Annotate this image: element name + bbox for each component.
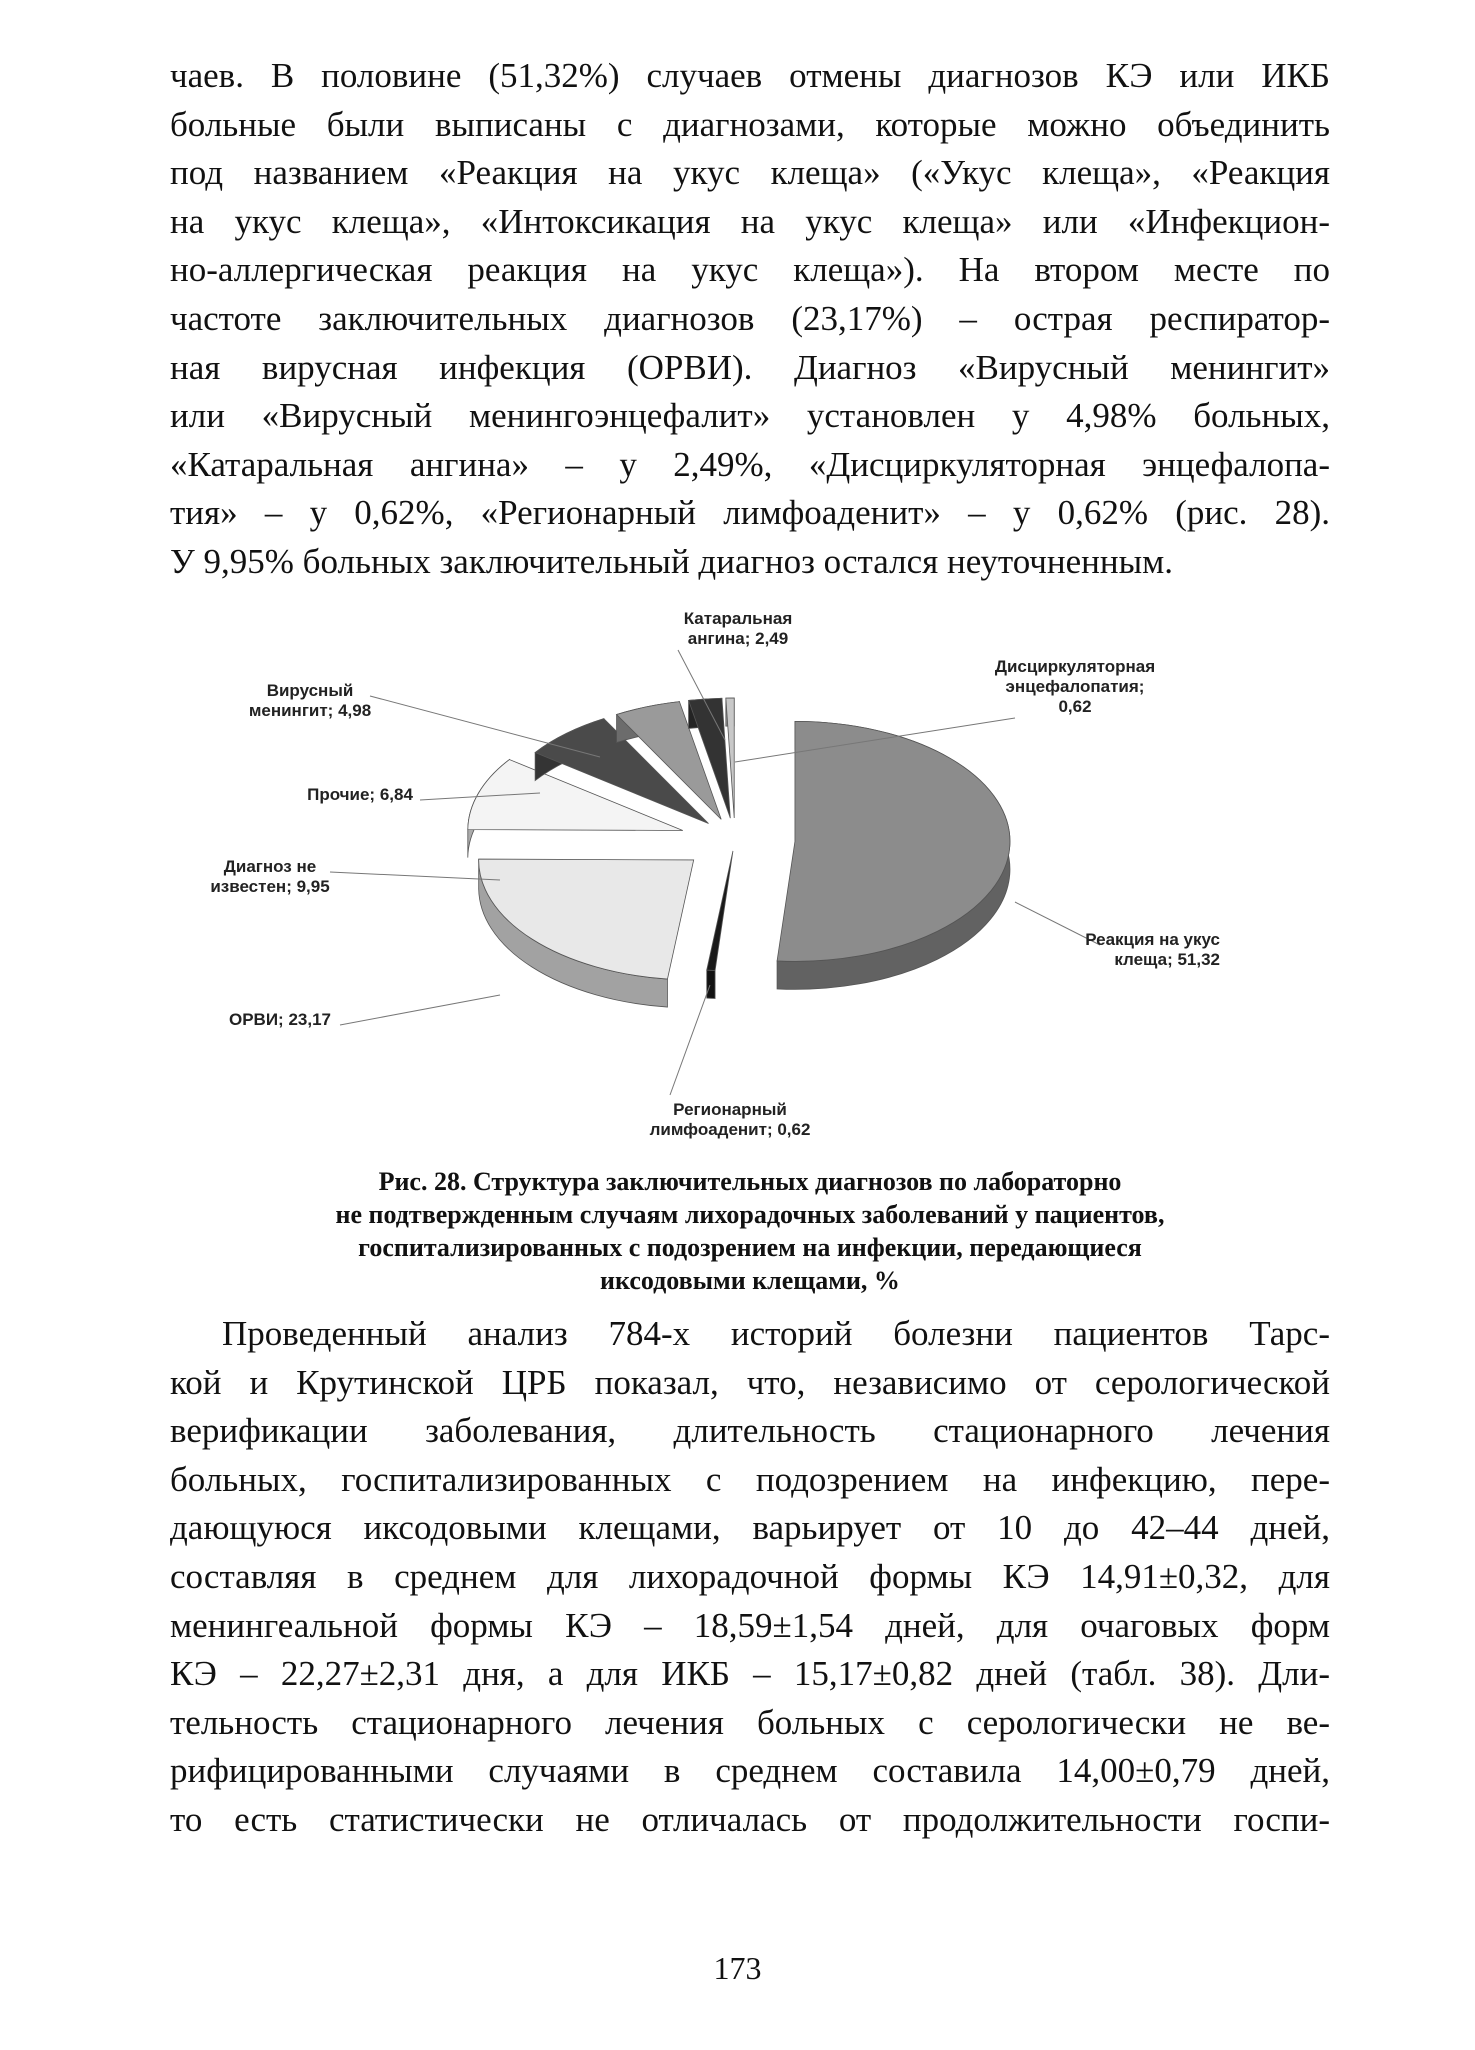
text-line: или «Вирусный менингоэнцефалит» установлен у 4,98% больных, bbox=[170, 396, 1330, 436]
text-line: чаев. В половине (51,32%) случаев отмены диагнозов КЭ или ИКБ bbox=[170, 56, 1330, 95]
pie-chart-svg bbox=[170, 610, 1330, 1170]
caption-line: иксодовыми клещами, % bbox=[600, 1266, 900, 1295]
text-line: но-аллергическая реакция на укус клеща»). На втором месте по bbox=[170, 250, 1330, 290]
slice-label: Вирусный менингит; 4,98 bbox=[248, 681, 372, 720]
text-line: Проведенный анализ 784-х историй болезни пациентов Тарс- bbox=[222, 1314, 1330, 1353]
text-line: менингеальной формы КЭ – 18,59±1,54 дней, для очаговых форм bbox=[170, 1605, 1330, 1645]
pie-slice-side bbox=[707, 970, 715, 998]
leader-line bbox=[370, 696, 600, 757]
text-line: верификации заболевания, длительность стационарного лечения bbox=[170, 1411, 1330, 1451]
text-line: больных, госпитализированных с подозрением на инфекцию, пере- bbox=[170, 1459, 1330, 1499]
paragraph-bottom bbox=[170, 1310, 1330, 1845]
pie-slice bbox=[707, 851, 733, 971]
text-line: КЭ – 22,27±2,31 дня, а для ИКБ – 15,17±0,82 дней (табл. 38). Дли- bbox=[170, 1654, 1330, 1694]
page-number: 173 bbox=[713, 1950, 762, 1986]
leader-line bbox=[670, 985, 710, 1095]
text-line: У 9,95% больных заключительный диагноз остался неуточненным. bbox=[170, 541, 1174, 581]
text-line: тельность стационарного лечения больных с серологически не ве- bbox=[170, 1702, 1330, 1742]
text-line: на укус клеща», «Интоксикация на укус клеща» или «Инфекцион- bbox=[170, 201, 1330, 241]
slice-label: Прочие; 6,84 bbox=[307, 785, 413, 804]
text-line: составляя в среднем для лихорадочной формы КЭ 14,91±0,32, для bbox=[170, 1556, 1330, 1596]
pie-slice bbox=[479, 859, 694, 979]
text-line: то есть статистически не отличалась от продолжительности госпи- bbox=[170, 1799, 1330, 1839]
slice-label: Регионарный лимфоаденит; 0,62 bbox=[649, 1100, 811, 1139]
slice-label: Катаральная ангина; 2,49 bbox=[683, 610, 793, 648]
caption-line: Рис. 28. Структура заключительных диагнозов по лабораторно bbox=[378, 1167, 1122, 1196]
pie-chart bbox=[170, 610, 1330, 1170]
text-line: кой и Крутинской ЦРБ показал, что, независимо от серологической bbox=[170, 1362, 1330, 1402]
text-line: «Катаральная ангина» – у 2,49%, «Дисциркуляторная энцефалопа- bbox=[170, 444, 1330, 484]
leader-line bbox=[330, 872, 500, 880]
figure-caption bbox=[170, 1165, 1330, 1297]
text-line: ная вирусная инфекция (ОРВИ). Диагноз «Вирусный менингит» bbox=[170, 347, 1330, 387]
leader-line bbox=[340, 995, 500, 1025]
slice-label: Дисциркуляторная энцефалопатия; 0,62 bbox=[994, 657, 1156, 716]
caption-line: госпитализированных с подозрением на инфекции, передающиеся bbox=[358, 1233, 1142, 1262]
text-line: под названием «Реакция на укус клеща» («Укус клеща», «Реакция bbox=[170, 153, 1330, 193]
slice-label: Реакция на укус клеща; 51,32 bbox=[1085, 930, 1220, 969]
text-line: дающуюся иксодовыми клещами, варьирует от 10 до 42–44 дней, bbox=[170, 1508, 1330, 1548]
text-line: тия» – у 0,62%, «Регионарный лимфоаденит» – у 0,62% (рис. 28). bbox=[170, 493, 1330, 533]
caption-line: не подтвержденным случаям лихорадочных заболеваний у пациентов, bbox=[335, 1200, 1165, 1229]
paragraph-top bbox=[170, 52, 1330, 587]
text-line: частоте заключительных диагнозов (23,17%) – острая респиратор- bbox=[170, 298, 1330, 338]
slice-label: ОРВИ; 23,17 bbox=[229, 1010, 331, 1029]
text-line: рифицированными случаями в среднем составила 14,00±0,79 дней, bbox=[170, 1751, 1330, 1791]
slice-label: Диагноз не известен; 9,95 bbox=[210, 857, 330, 896]
text-line: больные были выписаны с диагнозами, которые можно объединить bbox=[170, 104, 1330, 144]
